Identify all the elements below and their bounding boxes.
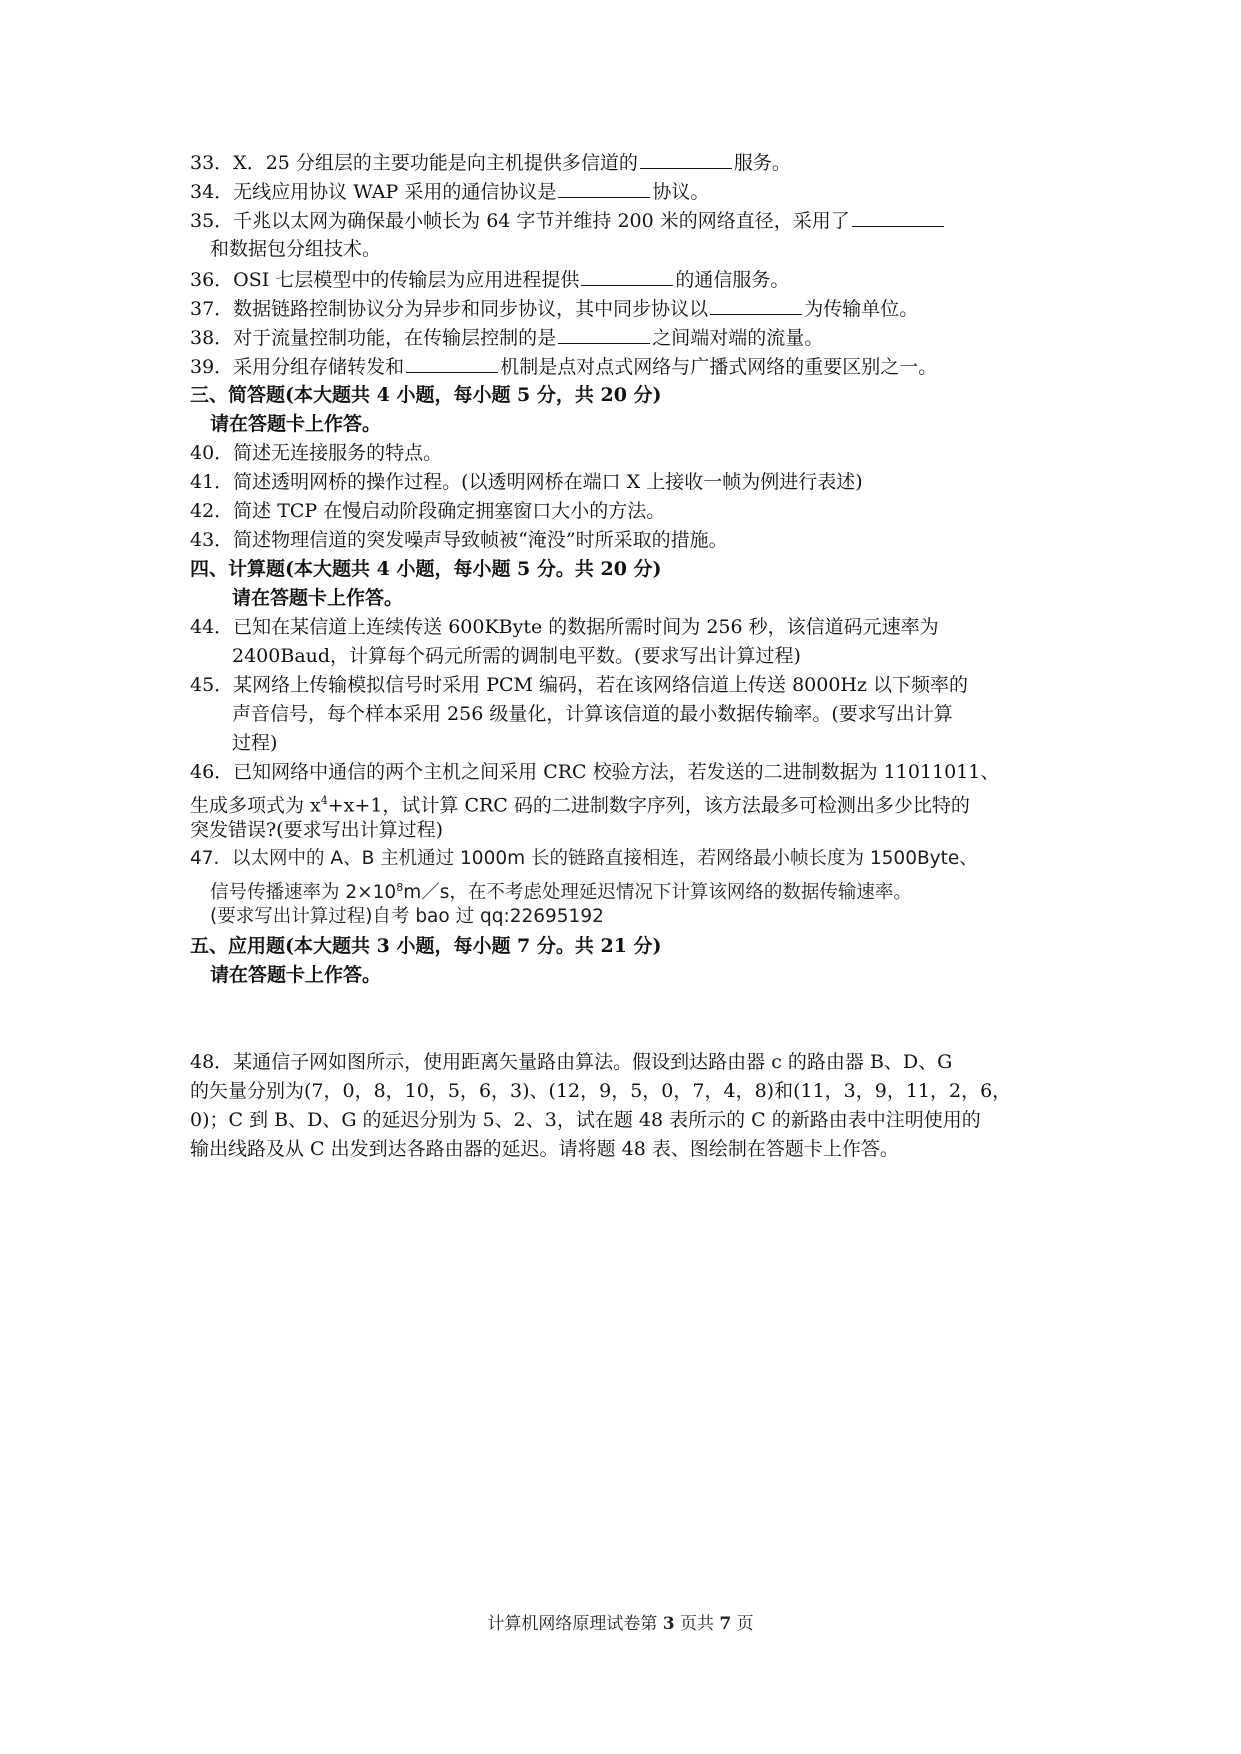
- section-3-note: 请在答题卡上作答。: [210, 413, 382, 435]
- section-4-title: 四、计算题(本大题共 4 小题，每小题 5 分。共 20 分): [190, 558, 662, 580]
- question-46: 46．已知网络中通信的两个主机之间采用 CRC 校验方法，若发送的二进制数据为 11011011、: [190, 761, 1000, 783]
- question-39: 39．采用分组存储转发和 机制是点对点式网络与广播式网络的重要区别之一。: [190, 352, 1090, 381]
- question-48: 48．某通信子网如图所示，使用距离矢量路由算法。假设到达路由器 c 的路由器 B、D、G: [190, 1051, 953, 1073]
- answer-blank: [558, 177, 650, 198]
- question-38: 38．对于流量控制功能，在传输层控制的是 之间端对端的流量。: [190, 323, 1090, 352]
- question-46-line3: 突发错误?(要求写出计算过程): [190, 819, 444, 841]
- question-48-line2: 的矢量分别为(7，0，8，10，5，6，3)、(12，9，5，0，7，4，8)和(11，3，9，11，2，6，: [190, 1080, 1012, 1102]
- question-41: 41．简述透明网桥的操作过程。(以透明网桥在端口 X 上接收一帧为例进行表述): [190, 471, 863, 493]
- question-46-line2: 生成多项式为 $x^4+x+1$，试计算 CRC 码的二进制数字序列，该方法最多可检测出多少比特的: [190, 794, 970, 817]
- page-footer: 计算机网络原理试卷第 3 页共 7 页: [487, 1614, 754, 1634]
- question-33: 33．X．25 分组层的主要功能是向主机提供多信道的 服务。: [190, 148, 1090, 177]
- question-48-line3: 0)；C 到 B、D、G 的延迟分别为 5、2、3，试在题 48 表所示的 C 的新路由表中注明使用的: [190, 1109, 981, 1131]
- answer-blank: [581, 265, 673, 286]
- section-3-title: 三、简答题(本大题共 4 小题，每小题 5 分，共 20 分): [190, 384, 662, 406]
- section-5-note: 请在答题卡上作答。: [210, 964, 382, 986]
- question-35: 35．千兆以太网为确保最小帧长为 64 字节并维持 200 米的网络直径，采用了: [190, 206, 1090, 235]
- question-47: 47．以太网中的 A、B 主机通过 1000m 长的链路直接相连，若网络最小帧长度为 1500Byte、: [190, 848, 978, 869]
- question-42: 42．简述 TCP 在慢启动阶段确定拥塞窗口大小的方法。: [190, 500, 666, 522]
- question-35-line2: 和数据包分组技术。: [210, 238, 382, 260]
- question-45: 45．某网络上传输模拟信号时采用 PCM 编码，若在该网络信道上传送 8000Hz 以下频率的: [190, 674, 969, 696]
- question-47-line2: 信号传播速率为 $2\times 10^8m/s$，在不考虑处理延迟情况下计算该网络的数据传输速率。: [210, 881, 912, 904]
- question-40: 40．简述无连接服务的特点。: [190, 442, 443, 464]
- question-45-line2: 声音信号，每个样本采用 256 级量化，计算该信道的最小数据传输率。(要求写出计算: [232, 703, 953, 725]
- answer-blank: [710, 294, 802, 315]
- question-47-line3: (要求写出计算过程)自考 bao 过 qq:22695192: [210, 906, 604, 927]
- question-45-line3: 过程): [232, 732, 278, 754]
- answer-blank: [558, 323, 650, 344]
- question-37: 37．数据链路控制协议分为异步和同步协议，其中同步协议以 为传输单位。: [190, 294, 1090, 323]
- question-44: 44．已知在某信道上连续传送 600KByte 的数据所需时间为 256 秒，该信道码元速率为: [190, 616, 939, 638]
- question-36: 36．OSI 七层模型中的传输层为应用进程提供 的通信服务。: [190, 265, 1090, 294]
- question-43: 43．简述物理信道的突发噪声导致帧被“淹没”时所采取的措施。: [190, 529, 728, 551]
- section-5-title: 五、应用题(本大题共 3 小题，每小题 7 分。共 21 分): [190, 935, 662, 957]
- question-44-line2: 2400Baud，计算每个码元所需的调制电平数。(要求写出计算过程): [232, 645, 801, 667]
- question-48-line4: 输出线路及从 C 出发到达各路由器的延迟。请将题 48 表、图绘制在答题卡上作答。: [190, 1138, 899, 1160]
- answer-blank: [852, 206, 944, 227]
- answer-blank: [640, 148, 732, 169]
- question-34: 34．无线应用协议 WAP 采用的通信协议是 协议。: [190, 177, 1090, 206]
- section-4-note: 请在答题卡上作答。: [232, 587, 404, 609]
- answer-blank: [406, 352, 498, 373]
